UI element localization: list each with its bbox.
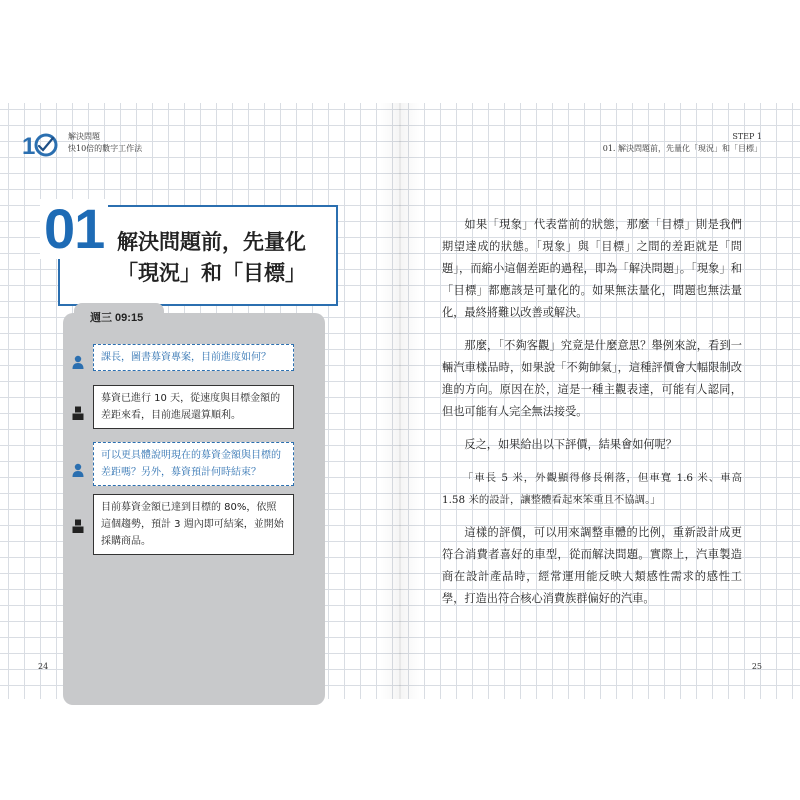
svg-text:1: 1 (22, 133, 36, 158)
chapter-number: 01 (40, 199, 108, 259)
series-title (68, 131, 142, 155)
person-black-icon (72, 519, 84, 533)
gutter-shadow-left (380, 103, 399, 699)
paragraph: 反之，如果給出以下評價，結果會如何呢？ (464, 438, 677, 451)
ten-x-logo-icon (22, 132, 66, 158)
step-label: STEP 1 (732, 132, 762, 141)
gutter-shadow-right (401, 103, 420, 699)
chat-time: 週三 09:15 (90, 312, 144, 324)
body-text (442, 214, 742, 621)
series-title-line1: 解決問題 (68, 132, 100, 141)
section-label: 01. 解決問題前，先量化「現況」和「目標」 (602, 144, 762, 153)
page-number-left: 24 (38, 662, 49, 671)
series-title-line2: 快10倍的數字工作法 (68, 144, 143, 153)
running-header (603, 131, 762, 155)
chat-message-answer: 目前募資金額已達到目標的 80%，依照這個趨勢，預計 3 週內即可結案，並開始採購商品。 (93, 494, 294, 555)
chat-message-question: 課長，圖書募資專案，目前進度如何？ (93, 344, 294, 371)
person-black-icon (72, 406, 84, 420)
chapter-title-line2: 「現況」和「目標」 (117, 261, 306, 285)
page-number-right: 25 (751, 662, 762, 671)
book-spread (0, 103, 800, 699)
chapter-title-line1: 解決問題前，先量化 (117, 230, 306, 254)
chat-message-answer: 募資已進行 10 天，從速度與目標金額的差距來看，目前進展還算順利。 (93, 385, 294, 429)
quote-paragraph: 「車長 5 米，外觀顯得修長俐落，但車寬 1.6 米、車高 1.58 米的設計，讓整體看起來笨重且不協調。」 (442, 472, 742, 506)
paragraph: 如果「現象」代表當前的狀態，那麼「目標」則是我們期望達成的狀態。「現象」與「目標」之間的差距就是「問題」，而縮小這個差距的過程，即為「解決問題」。「現象」和「目標」都應該是可量化的。如果無法量化，問題也無法量化，最終將難以改善或解決。 (442, 218, 742, 319)
person-blue-icon (72, 355, 84, 369)
paragraph: 那麼，「不夠客觀」究竟是什麼意思？舉例來說，看到一輛汽車樣品時，如果說「不夠帥氣」，這種評價會大幅限制改進的方向。原因在於，這是一種主觀表達，可能有人認同，但也可能有人完全無法接受。 (442, 339, 742, 418)
person-blue-icon (72, 463, 84, 477)
chat-message-question: 可以更具體說明現在的募資金額與目標的差距嗎？另外，募資預計何時結束？ (93, 442, 294, 486)
paragraph: 這樣的評價，可以用來調整車體的比例，重新設計成更符合消費者喜好的車型，從而解決問題。實際上，汽車製造商在設計產品時，經常運用能反映人類感性需求的感性工學，打造出符合核心消費族群偏好的汽車。 (442, 526, 742, 605)
chapter-title (117, 227, 327, 289)
